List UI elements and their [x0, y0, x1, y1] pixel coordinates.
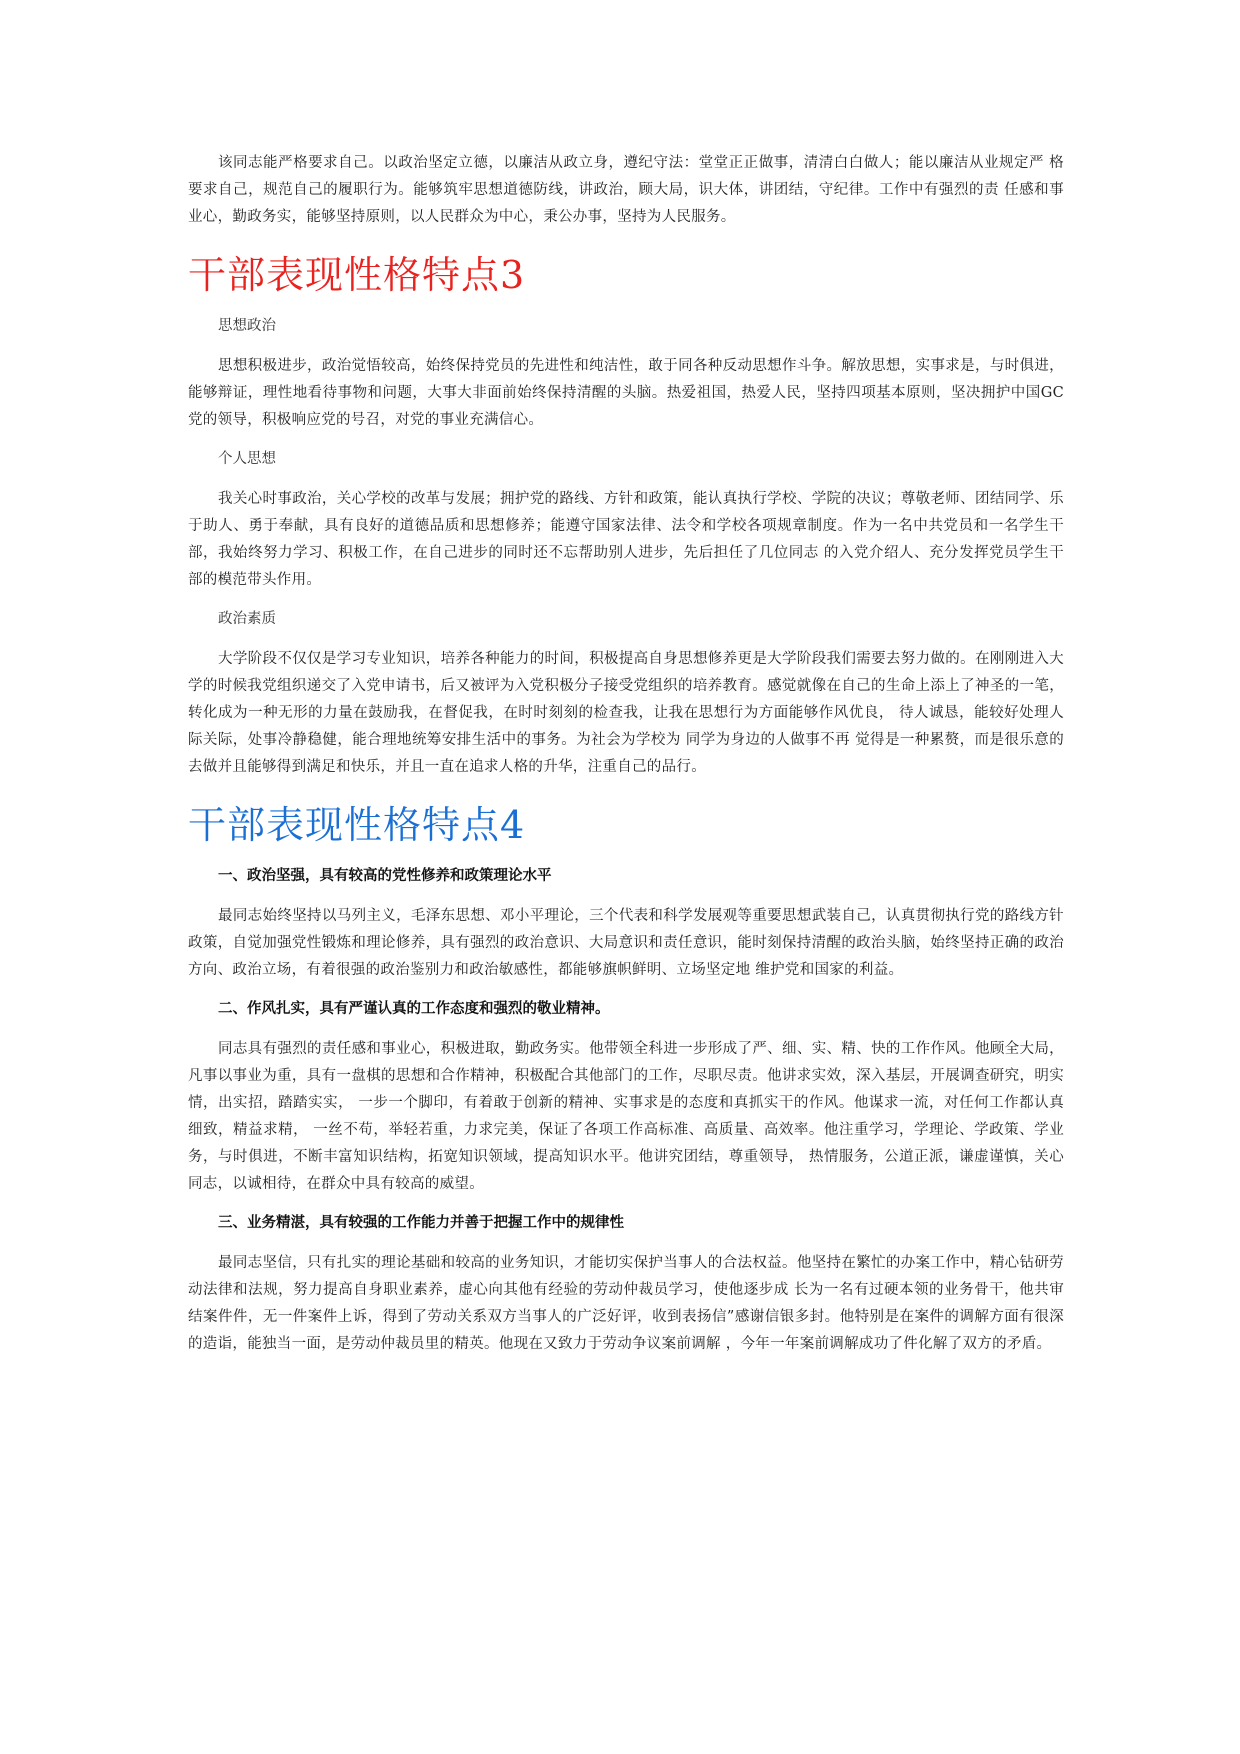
section3-paragraph-1: 思想积极进步，政治觉悟较高，始终保持党员的先进性和纯洁性，敢于同各种反动思想作斗争。解放思想，实事求是，与时俱进，能够辩证，理性地看待事物和问题，大事大非面前始终保持清醒的头脑。热爱祖国，热爱人民，坚持四项基本原则，坚决拥护中国GC党的领导，积极响应党的号召，对党的事业充满信心。: [188, 358, 1064, 428]
intro-paragraph: 该同志能严格要求自己。以政治坚定立德，以廉洁从政立身，遵纪守法：堂堂正正做事，清清白白做人；能以廉洁从业规定严 格要求自己，规范自己的履职行为。能够筑牢思想道德防线，讲政治，顾大局，识大体，讲团结，守纪律。工作中有强烈的责 任感和事业心，勤政务实，能够坚持原则，以人民群众为中心，秉公办事，坚持为人民服务。: [188, 155, 1064, 225]
section4-subheading-2: 二、作风扎实，具有严谨认真的工作态度和强烈的敬业精神。: [218, 1001, 610, 1017]
section3-paragraph-3: 大学阶段不仅仅是学习专业知识，培养各种能力的时间，积极提高自身思想修养更是大学阶段我们需要去努力做的。在刚刚进入大学的时候我党组织递交了入党申请书，后又被评为入党积极分子接受党组织的培养教育。感觉就像在自己的生命上添上了神圣的一笔，转化成为一种无形的力量在鼓励我，在督促我，在时时刻刻的检查我，让我在思想行为方面能够作风优良， 待人诚恳，能较好处理人际关际，处事冷静稳健，能合理地统筹安排生活中的事务。为社会为学校为 同学为身边的人做事不再 觉得是一种累赘，而是很乐意的去做并且能够得到满足和快乐，并且一直在追求人格的升华，注重自己的品行。: [188, 651, 1064, 775]
section4-paragraph-1: 最同志始终坚持以马列主义，毛泽东思想、邓小平理论，三个代表和科学发展观等重要思想武装自己，认真贯彻执行党的路线方针政策，自觉加强党性锻炼和理论修养，具有强烈的政治意识、大局意识和责任意识，能时刻保持清醒的政治头脑，始终坚持正确的政治方向、政治立场，有着很强的政治鉴别力和政治敏感性，都能够旗帜鲜明、立场坚定地 维护党和国家的利益。: [188, 908, 1064, 978]
section3-label-political-quality: 政治素质: [218, 611, 276, 627]
section3-label-thought-politics: 思想政治: [218, 318, 276, 334]
section4-paragraph-2: 同志具有强烈的责任感和事业心，积极进取，勤政务实。他带领全科进一步形成了严、细、实、精、快的工作作风。他顾全大局，凡事以事业为重，具有一盘棋的思想和合作精神，积极配合其他部门的工作，尽职尽责。他讲求实效，深入基层，开展调查研究，明实情，出实招，踏踏实实， 一步一个脚印，有着敢于创新的精神、实事求是的态度和真抓实干的作风。他谋求一流，对任何工作都认真细致，精益求精， 一丝不苟，举轻若重，力求完美，保证了各项工作高标准、高质量、高效率。他注重学习，学理论、学政策、学业务，与时俱进，不断丰富知识结构，拓宽知识领域，提高知识水平。他讲究团结，尊重领导， 热情服务，公道正派，谦虚谨慎，关心同志，以诚相待，在群众中具有较高的威望。: [188, 1041, 1064, 1192]
section4-heading: 干部表现性格特点4: [188, 803, 526, 847]
section3-paragraph-2: 我关心时事政治，关心学校的改革与发展；拥护党的路线、方针和政策，能认真执行学校、学院的决议；尊敬老师、团结同学、乐于助人、勇于奉献，具有良好的道德品质和思想修养；能遵守国家法律、法令和学校各项规章制度。作为一名中共党员和一名学生干部，我始终努力学习、积极工作，在自己进步的同时还不忘帮助别人进步，先后担任了几位同志 的入党介绍人、充分发挥党员学生干部的模范带头作用。: [188, 491, 1064, 588]
document-page: [188, 150, 1064, 1370]
section4-subheading-1: 一、政治坚强，具有较高的党性修养和政策理论水平: [218, 868, 552, 884]
section4-subheading-3: 三、业务精湛，具有较强的工作能力并善于把握工作中的规律性: [218, 1215, 624, 1231]
section3-label-personal-thought: 个人思想: [218, 451, 276, 467]
section4-paragraph-3: 最同志坚信，只有扎实的理论基础和较高的业务知识，才能切实保护当事人的合法权益。他坚持在繁忙的办案工作中，精心钻研劳动法律和法规，努力提高自身职业素养，虚心向其他有经验的劳动仲裁员学习，使他逐步成 长为一名有过硬本领的业务骨干，他共审结案件件，无一件案件上诉，得到了劳动关系双方当事人的广泛好评，收到表扬信”感谢信银多封。他特别是在案件的调解方面有很深的造诣，能独当一面，是劳动仲裁员里的精英。他现在又致力于劳动争议案前调解 ，今年一年案前调解成功了件化解了双方的矛盾。: [188, 1255, 1064, 1352]
section3-heading: 干部表现性格特点3: [188, 253, 526, 297]
